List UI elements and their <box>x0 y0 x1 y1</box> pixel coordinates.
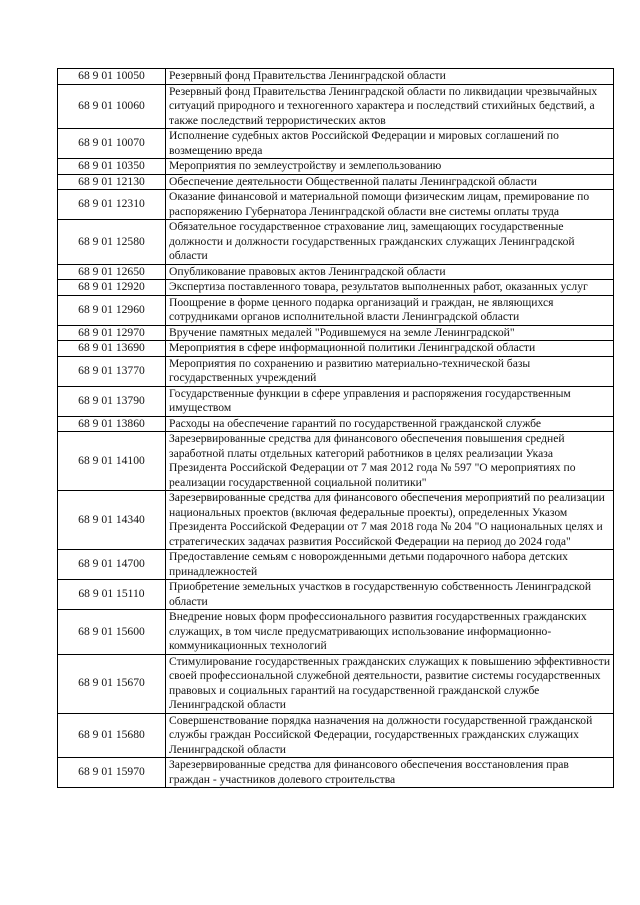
expense-name-cell: Предоставление семьям с новорожденными детьми подарочного набора детских принадлежностей <box>166 550 614 580</box>
expense-name-cell: Исполнение судебных актов Российской Федерации и мировых соглашений по возмещению вреда <box>166 129 614 159</box>
table-row <box>58 491 614 550</box>
table-row <box>58 356 614 386</box>
expense-name-cell: Приобретение земельных участков в государственную собственность Ленинградской области <box>166 580 614 610</box>
table-row <box>58 341 614 357</box>
expense-name-cell: Вручение памятных медалей "Родившемуся на земле Ленинградской" <box>166 325 614 341</box>
table-row <box>58 550 614 580</box>
table-row <box>58 713 614 758</box>
budget-code-cell: 68 9 01 10350 <box>58 159 166 175</box>
expense-name-cell: Мероприятия по сохранению и развитию материально-технической базы государственных учреждений <box>166 356 614 386</box>
table-row <box>58 174 614 190</box>
budget-code-cell: 68 9 01 12130 <box>58 174 166 190</box>
expense-name-cell: Резервный фонд Правительства Ленинградской области по ликвидации чрезвычайных ситуаций природного и техногенного характера и последствий стихийных бедствий, а также последствий террористических актов <box>166 84 614 129</box>
table-row <box>58 84 614 129</box>
budget-code-cell: 68 9 01 13860 <box>58 416 166 432</box>
table-row <box>58 580 614 610</box>
budget-code-cell: 68 9 01 14340 <box>58 491 166 550</box>
table-row <box>58 129 614 159</box>
budget-code-cell: 68 9 01 10060 <box>58 84 166 129</box>
budget-code-cell: 68 9 01 15680 <box>58 713 166 758</box>
expense-name-cell: Обязательное государственное страхование лиц, замещающих государственные должности и должности государственных гражданских служащих Ленинградской области <box>166 220 614 265</box>
expense-name-cell: Мероприятия в сфере информационной политики Ленинградской области <box>166 341 614 357</box>
expense-name-cell: Резервный фонд Правительства Ленинградской области <box>166 69 614 85</box>
budget-code-cell: 68 9 01 12970 <box>58 325 166 341</box>
budget-code-cell: 68 9 01 15110 <box>58 580 166 610</box>
expense-name-cell: Обеспечение деятельности Общественной палаты Ленинградской области <box>166 174 614 190</box>
expense-name-cell: Оказание финансовой и материальной помощи физическим лицам, премирование по распоряжению Губернатора Ленинградской области вне системы оплаты труда <box>166 190 614 220</box>
budget-code-cell: 68 9 01 12580 <box>58 220 166 265</box>
table-row <box>58 758 614 788</box>
budget-code-cell: 68 9 01 15970 <box>58 758 166 788</box>
table-row <box>58 325 614 341</box>
table-row <box>58 295 614 325</box>
table-row <box>58 264 614 280</box>
budget-code-cell: 68 9 01 13690 <box>58 341 166 357</box>
expense-name-cell: Внедрение новых форм профессионального развития государственных гражданских служащих, в том числе предусматривающих использование информационно-коммуникационных технологий <box>166 610 614 655</box>
expense-name-cell: Зарезервированные средства для финансового обеспечения мероприятий по реализации национальных проектов (включая федеральные проекты), определенных Указом Президента Российской Федерации от 7 мая 2018 года № 204 "О национальных целях и стратегических задачах развития Российской Федерации на период до 2024 года" <box>166 491 614 550</box>
expense-name-cell: Зарезервированные средства для финансового обеспечения восстановления прав граждан - участников долевого строительства <box>166 758 614 788</box>
table-row <box>58 190 614 220</box>
expense-name-cell: Опубликование правовых актов Ленинградской области <box>166 264 614 280</box>
budget-code-cell: 68 9 01 13790 <box>58 386 166 416</box>
expense-name-cell: Зарезервированные средства для финансового обеспечения повышения средней заработной платы отдельных категорий работников в целях реализации Указа Президента Российской Федерации от 7 мая 2012 года № 597 "О мероприятиях по реализации государственной социальной политики" <box>166 432 614 491</box>
table-row <box>58 220 614 265</box>
budget-codes-table <box>57 68 614 788</box>
budget-code-cell: 68 9 01 10050 <box>58 69 166 85</box>
budget-code-cell: 68 9 01 14100 <box>58 432 166 491</box>
expense-name-cell: Мероприятия по землеустройству и землепользованию <box>166 159 614 175</box>
budget-code-cell: 68 9 01 12960 <box>58 295 166 325</box>
table-body <box>58 69 614 788</box>
budget-code-cell: 68 9 01 12310 <box>58 190 166 220</box>
budget-code-cell: 68 9 01 15670 <box>58 654 166 713</box>
table-row <box>58 159 614 175</box>
table-row <box>58 432 614 491</box>
expense-name-cell: Расходы на обеспечение гарантий по государственной гражданской службе <box>166 416 614 432</box>
expense-name-cell: Поощрение в форме ценного подарка организаций и граждан, не являющихся сотрудниками органов исполнительной власти Ленинградской области <box>166 295 614 325</box>
table-row <box>58 280 614 296</box>
table-row <box>58 416 614 432</box>
expense-name-cell: Экспертиза поставленного товара, результатов выполненных работ, оказанных услуг <box>166 280 614 296</box>
budget-code-cell: 68 9 01 12650 <box>58 264 166 280</box>
expense-name-cell: Совершенствование порядка назначения на должности государственной гражданской службы граждан Российской Федерации, государственных гражданских служащих Ленинградской области <box>166 713 614 758</box>
table-row <box>58 654 614 713</box>
table-row <box>58 386 614 416</box>
expense-name-cell: Стимулирование государственных гражданских служащих к повышению эффективности своей профессиональной служебной деятельности, развитие системы государственных правовых и социальных гарантий на государственной гражданской службе Ленинградской области <box>166 654 614 713</box>
expense-name-cell: Государственные функции в сфере управления и распоряжения государственным имуществом <box>166 386 614 416</box>
budget-code-cell: 68 9 01 10070 <box>58 129 166 159</box>
budget-code-cell: 68 9 01 15600 <box>58 610 166 655</box>
table-row <box>58 69 614 85</box>
budget-code-cell: 68 9 01 12920 <box>58 280 166 296</box>
budget-code-cell: 68 9 01 14700 <box>58 550 166 580</box>
table-row <box>58 610 614 655</box>
budget-code-cell: 68 9 01 13770 <box>58 356 166 386</box>
